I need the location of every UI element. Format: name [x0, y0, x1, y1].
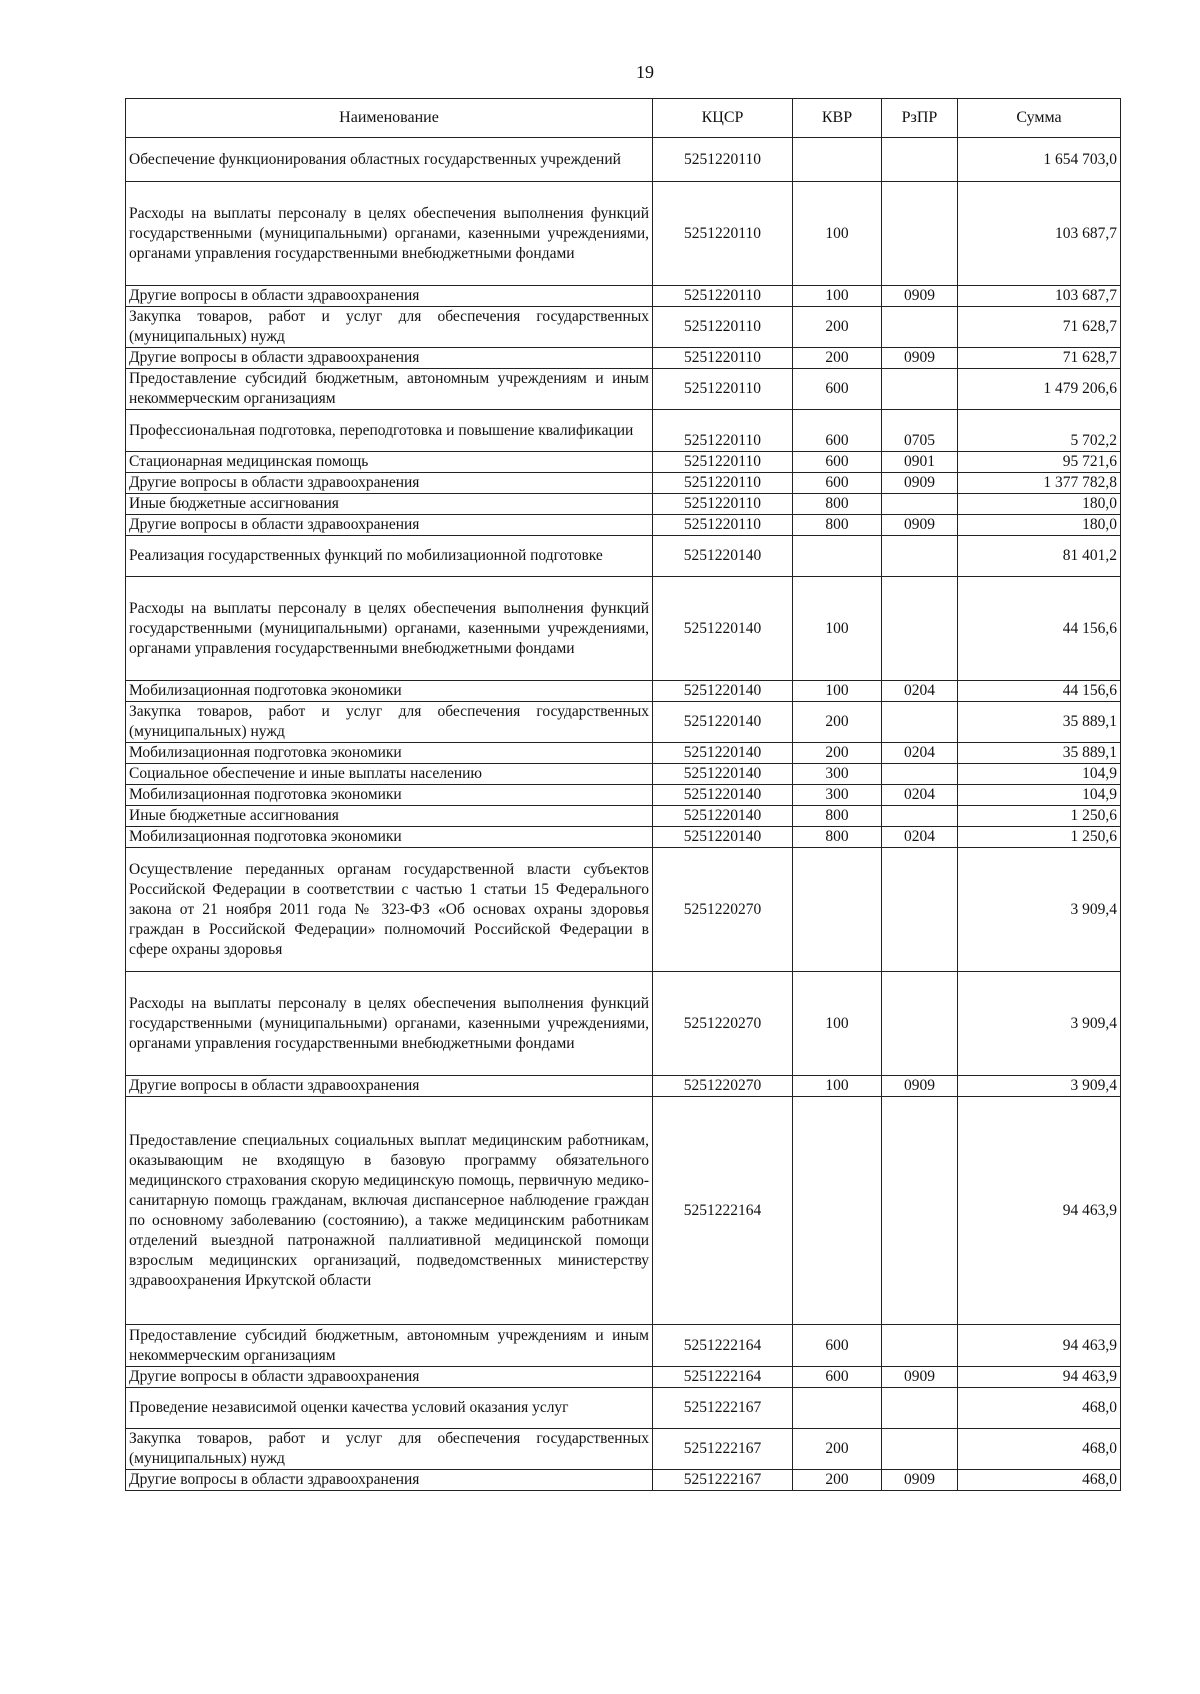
cell-kvr: [793, 1097, 882, 1325]
table-row: [126, 307, 1121, 348]
cell-sum: 3 909,4: [958, 972, 1121, 1076]
cell-name: Закупка товаров, работ и услуг для обеспечения государственных (муниципальных) нужд: [126, 307, 653, 348]
cell-sum: 468,0: [958, 1470, 1121, 1491]
cell-kcsr: 5251220110: [653, 473, 793, 494]
cell-kvr: 800: [793, 827, 882, 848]
cell-rzpr: [882, 1429, 958, 1470]
cell-sum: 3 909,4: [958, 848, 1121, 972]
cell-sum: 81 401,2: [958, 536, 1121, 577]
cell-kvr: [793, 1388, 882, 1429]
cell-kvr: 600: [793, 410, 882, 452]
cell-name: Мобилизационная подготовка экономики: [126, 827, 653, 848]
cell-kcsr: 5251220110: [653, 286, 793, 307]
table-row: [126, 452, 1121, 473]
cell-rzpr: 0909: [882, 1076, 958, 1097]
table-row: [126, 577, 1121, 681]
cell-name: Другие вопросы в области здравоохранения: [126, 473, 653, 494]
cell-kcsr: 5251220110: [653, 515, 793, 536]
cell-kcsr: 5251222164: [653, 1367, 793, 1388]
cell-name: Расходы на выплаты персоналу в целях обеспечения выполнения функций государственными (муниципальными) органами, казенными учреждениями, органами управления государственными внебюджетными фондами: [126, 972, 653, 1076]
cell-kcsr: 5251220110: [653, 494, 793, 515]
cell-name: Другие вопросы в области здравоохранения: [126, 286, 653, 307]
cell-kcsr: 5251220110: [653, 410, 793, 452]
cell-kcsr: 5251220270: [653, 1076, 793, 1097]
cell-kcsr: 5251220140: [653, 681, 793, 702]
cell-kvr: 800: [793, 494, 882, 515]
cell-sum: 94 463,9: [958, 1367, 1121, 1388]
cell-sum: 180,0: [958, 494, 1121, 515]
cell-sum: 104,9: [958, 764, 1121, 785]
cell-rzpr: [882, 848, 958, 972]
cell-kvr: [793, 536, 882, 577]
cell-sum: 468,0: [958, 1388, 1121, 1429]
table-row: [126, 1076, 1121, 1097]
cell-kcsr: 5251220140: [653, 536, 793, 577]
cell-kcsr: 5251220270: [653, 848, 793, 972]
cell-name: Предоставление субсидий бюджетным, автономным учреждениям и иным некоммерческим организациям: [126, 369, 653, 410]
cell-name: Расходы на выплаты персоналу в целях обеспечения выполнения функций государственными (муниципальными) органами, казенными учреждениями, органами управления государственными внебюджетными фондами: [126, 577, 653, 681]
cell-kcsr: 5251222164: [653, 1097, 793, 1325]
cell-rzpr: [882, 1097, 958, 1325]
cell-rzpr: 0909: [882, 1470, 958, 1491]
cell-kcsr: 5251220110: [653, 182, 793, 286]
cell-rzpr: [882, 1325, 958, 1367]
cell-name: Социальное обеспечение и иные выплаты населению: [126, 764, 653, 785]
table-row: [126, 536, 1121, 577]
cell-rzpr: [882, 182, 958, 286]
cell-name: Предоставление специальных социальных выплат медицинским работникам, оказывающим не входящую в базовую программу обязательного медицинского страхования скорую медицинскую помощь, первичную медико-санитарную помощь гражданам, включая диспансерное наблюдение граждан по основному заболеванию (состоянию), а также медицинским работникам отделений выездной патронажной паллиативной медицинской помощи взрослым медицинских организаций, подведомственных министерству здравоохранения Иркутской области: [126, 1097, 653, 1325]
cell-kvr: 100: [793, 577, 882, 681]
cell-kcsr: 5251220140: [653, 577, 793, 681]
cell-name: Предоставление субсидий бюджетным, автономным учреждениям и иным некоммерческим организациям: [126, 1325, 653, 1367]
cell-name: Иные бюджетные ассигнования: [126, 806, 653, 827]
table-row: [126, 138, 1121, 182]
table-row: [126, 743, 1121, 764]
header-name: Наименование: [126, 99, 653, 138]
cell-sum: 468,0: [958, 1429, 1121, 1470]
cell-rzpr: [882, 702, 958, 743]
cell-sum: 104,9: [958, 785, 1121, 806]
cell-sum: 35 889,1: [958, 702, 1121, 743]
cell-kvr: 800: [793, 806, 882, 827]
cell-kvr: 100: [793, 182, 882, 286]
table-row: [126, 1097, 1121, 1325]
cell-name: Другие вопросы в области здравоохранения: [126, 515, 653, 536]
cell-sum: 180,0: [958, 515, 1121, 536]
cell-kvr: 600: [793, 1325, 882, 1367]
cell-kvr: 200: [793, 348, 882, 369]
table-row: [126, 494, 1121, 515]
table-row: [126, 1388, 1121, 1429]
cell-kvr: 100: [793, 972, 882, 1076]
cell-sum: 103 687,7: [958, 182, 1121, 286]
cell-kcsr: 5251222167: [653, 1429, 793, 1470]
cell-kvr: [793, 138, 882, 182]
header-rzpr: РзПР: [882, 99, 958, 138]
cell-rzpr: 0204: [882, 743, 958, 764]
header-kcsr: КЦСР: [653, 99, 793, 138]
cell-kcsr: 5251222167: [653, 1470, 793, 1491]
cell-name: Другие вопросы в области здравоохранения: [126, 1076, 653, 1097]
cell-sum: 1 377 782,8: [958, 473, 1121, 494]
cell-kvr: 200: [793, 1429, 882, 1470]
cell-sum: 1 250,6: [958, 806, 1121, 827]
cell-sum: 103 687,7: [958, 286, 1121, 307]
table-row: [126, 806, 1121, 827]
cell-rzpr: [882, 577, 958, 681]
table-row: [126, 182, 1121, 286]
table-row: [126, 1367, 1121, 1388]
cell-sum: 35 889,1: [958, 743, 1121, 764]
cell-rzpr: [882, 972, 958, 1076]
cell-name: Иные бюджетные ассигнования: [126, 494, 653, 515]
cell-kcsr: 5251220110: [653, 348, 793, 369]
cell-sum: 44 156,6: [958, 577, 1121, 681]
cell-name: Проведение независимой оценки качества условий оказания услуг: [126, 1388, 653, 1429]
cell-rzpr: [882, 138, 958, 182]
cell-name: Осуществление переданных органам государственной власти субъектов Российской Федерации в соответствии с частью 1 статьи 15 Федерального закона от 21 ноября 2011 года № 323-ФЗ «Об основах охраны здоровья граждан в Российской Федерации» полномочий Российской Федерации в сфере охраны здоровья: [126, 848, 653, 972]
cell-kcsr: 5251220110: [653, 138, 793, 182]
cell-kvr: 800: [793, 515, 882, 536]
cell-rzpr: 0909: [882, 473, 958, 494]
cell-kcsr: 5251220270: [653, 972, 793, 1076]
cell-kvr: 100: [793, 1076, 882, 1097]
cell-sum: 1 479 206,6: [958, 369, 1121, 410]
header-row: [126, 99, 1121, 138]
cell-sum: 3 909,4: [958, 1076, 1121, 1097]
cell-rzpr: [882, 369, 958, 410]
cell-sum: 94 463,9: [958, 1097, 1121, 1325]
cell-kcsr: 5251220140: [653, 702, 793, 743]
cell-sum: 71 628,7: [958, 307, 1121, 348]
cell-rzpr: 0204: [882, 785, 958, 806]
cell-name: Другие вопросы в области здравоохранения: [126, 1470, 653, 1491]
table-row: [126, 827, 1121, 848]
cell-name: Закупка товаров, работ и услуг для обеспечения государственных (муниципальных) нужд: [126, 702, 653, 743]
cell-kcsr: 5251220140: [653, 764, 793, 785]
table-row: [126, 1429, 1121, 1470]
cell-rzpr: 0909: [882, 1367, 958, 1388]
cell-name: Расходы на выплаты персоналу в целях обеспечения выполнения функций государственными (муниципальными) органами, казенными учреждениями, органами управления государственными внебюджетными фондами: [126, 182, 653, 286]
cell-rzpr: [882, 764, 958, 785]
cell-name: Мобилизационная подготовка экономики: [126, 785, 653, 806]
cell-kcsr: 5251220110: [653, 452, 793, 473]
cell-rzpr: 0204: [882, 827, 958, 848]
table-row: [126, 473, 1121, 494]
table-row: [126, 848, 1121, 972]
cell-rzpr: 0909: [882, 348, 958, 369]
cell-sum: 95 721,6: [958, 452, 1121, 473]
cell-rzpr: [882, 1388, 958, 1429]
cell-rzpr: 0909: [882, 515, 958, 536]
table-row: [126, 702, 1121, 743]
cell-rzpr: [882, 307, 958, 348]
cell-rzpr: [882, 494, 958, 515]
cell-kvr: 600: [793, 452, 882, 473]
cell-name: Профессиональная подготовка, переподготовка и повышение квалификации: [126, 410, 653, 452]
cell-kcsr: 5251220140: [653, 743, 793, 764]
table-row: [126, 681, 1121, 702]
table-row: [126, 515, 1121, 536]
cell-kcsr: 5251222164: [653, 1325, 793, 1367]
cell-kvr: 600: [793, 369, 882, 410]
cell-kvr: 300: [793, 785, 882, 806]
cell-rzpr: [882, 806, 958, 827]
cell-kvr: [793, 848, 882, 972]
cell-sum: 1 654 703,0: [958, 138, 1121, 182]
cell-name: Реализация государственных функций по мобилизационной подготовке: [126, 536, 653, 577]
cell-kvr: 200: [793, 1470, 882, 1491]
cell-rzpr: 0204: [882, 681, 958, 702]
cell-name: Другие вопросы в области здравоохранения: [126, 1367, 653, 1388]
table-row: [126, 785, 1121, 806]
cell-rzpr: [882, 536, 958, 577]
cell-kcsr: 5251220110: [653, 369, 793, 410]
cell-kvr: 200: [793, 307, 882, 348]
cell-kvr: 600: [793, 1367, 882, 1388]
cell-name: Другие вопросы в области здравоохранения: [126, 348, 653, 369]
cell-sum: 44 156,6: [958, 681, 1121, 702]
table-row: [126, 972, 1121, 1076]
table-row: [126, 410, 1121, 452]
budget-table: [125, 98, 1121, 1491]
table-row: [126, 286, 1121, 307]
cell-kvr: 300: [793, 764, 882, 785]
cell-kvr: 200: [793, 702, 882, 743]
header-sum: Сумма: [958, 99, 1121, 138]
header-kvr: КВР: [793, 99, 882, 138]
cell-sum: 71 628,7: [958, 348, 1121, 369]
cell-kvr: 600: [793, 473, 882, 494]
table-row: [126, 1325, 1121, 1367]
cell-kcsr: 5251220110: [653, 307, 793, 348]
cell-name: Мобилизационная подготовка экономики: [126, 743, 653, 764]
cell-kcsr: 5251220140: [653, 827, 793, 848]
cell-name: Обеспечение функционирования областных государственных учреждений: [126, 138, 653, 182]
cell-kvr: 200: [793, 743, 882, 764]
cell-rzpr: 0909: [882, 286, 958, 307]
cell-kvr: 100: [793, 681, 882, 702]
cell-kcsr: 5251220140: [653, 785, 793, 806]
cell-rzpr: 0901: [882, 452, 958, 473]
cell-name: Мобилизационная подготовка экономики: [126, 681, 653, 702]
table-row: [126, 1470, 1121, 1491]
cell-kcsr: 5251220140: [653, 806, 793, 827]
table-row: [126, 348, 1121, 369]
cell-sum: 94 463,9: [958, 1325, 1121, 1367]
cell-kvr: 100: [793, 286, 882, 307]
cell-name: Закупка товаров, работ и услуг для обеспечения государственных (муниципальных) нужд: [126, 1429, 653, 1470]
cell-rzpr: 0705: [882, 410, 958, 452]
page-number: 19: [636, 62, 654, 82]
cell-name: Стационарная медицинская помощь: [126, 452, 653, 473]
cell-kcsr: 5251222167: [653, 1388, 793, 1429]
table-row: [126, 369, 1121, 410]
cell-sum: 5 702,2: [958, 410, 1121, 452]
cell-sum: 1 250,6: [958, 827, 1121, 848]
table-row: [126, 764, 1121, 785]
